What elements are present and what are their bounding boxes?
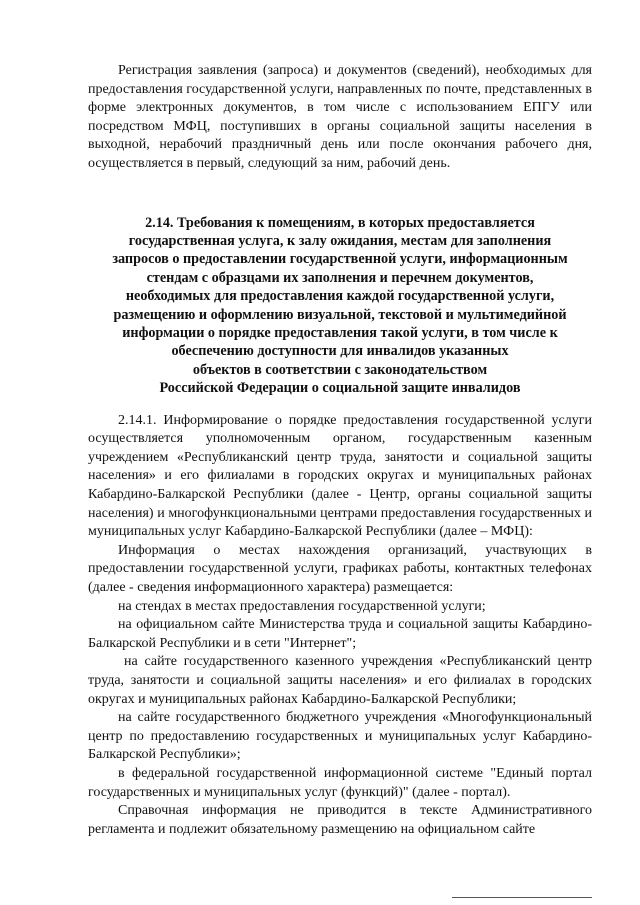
intro-paragraph: Регистрация заявления (запроса) и документов (сведений), необходимых для предоставления государственной услуги, направленных по почте, представленных в форме электронных документов, в том числе с использованием ЕПГУ или посредством МФЦ, поступивших в органы социальной защиты населения в выходной, нерабочий праздничный день или после окончания рабочего дня, осуществляется в первый, следующий за ним, рабочий день.	[88, 63, 592, 171]
section-heading	[88, 214, 592, 398]
section-heading-line: информации о порядке предоставления такой услуги, в том числе к	[122, 325, 558, 341]
section-heading-line: размещению и оформлению визуальной, текстовой и мультимедийной	[113, 306, 567, 323]
paragraph-stands: на стендах в местах предоставления государственной услуги;	[118, 598, 486, 614]
footer-divider	[452, 897, 592, 898]
paragraph-center-site: на сайте государственного казенного учреждения «Республиканский центр труда, занятости и социальной защиты населения» и его филиалах в городских округах и муниципальных районах Кабардино-Балкарской Республики;	[88, 654, 592, 707]
paragraph-reference-info: Справочная информация не приводится в тексте Административного регламента и подлежит обязательному размещению на официальном сайте	[88, 803, 592, 837]
document-page	[88, 62, 592, 839]
section-heading-line: государственная услуга, к залу ожидания, местам для заполнения	[128, 232, 552, 249]
section-heading-line: необходимых для предоставления каждой государственной услуги,	[125, 288, 555, 305]
paragraph-ministry-site: на официальном сайте Министерства труда и социальной защиты Кабардино-Балкарской Республики и в сети "Интернет";	[88, 617, 592, 651]
paragraph-portal: в федеральной государственной информационной системе "Единый портал государственных и муниципальных услуг (функций)" (далее - портал).	[88, 765, 592, 800]
section-heading-line: Российской Федерации о социальной защите инвалидов	[159, 380, 521, 397]
section-heading-line: запросов о предоставлении государственной услуги, информационным	[112, 251, 568, 268]
section-heading-line: 2.14. Требования к помещениям, в которых предоставляется	[145, 214, 535, 231]
section-heading-line: объектов в соответствии с законодательством	[192, 361, 488, 378]
paragraph-info-locations: Информация о местах нахождения организаций, участвующих в предоставлении государственной услуги, графиках работы, контактных телефонах (далее - сведения информационного характера) размещается:	[88, 542, 592, 595]
paragraph-2-14-1: 2.14.1. Информирование о порядке предоставления государственной услуги осуществляется уполномоченным органом, государственным казенным учреждением «Республиканский центр труда, занятости и социальной защиты населения» и его филиалами в городских округах и муниципальных районах Кабардино-Балкарской Республики (далее - Центр, органы социальной защиты населения) и многофункциональными центрами предоставления государственных и муниципальных услуг Кабардино-Балкарской Республики (далее – МФЦ):	[88, 412, 592, 540]
section-heading-line: стендам с образцами их заполнения и перечнем документов,	[146, 269, 534, 286]
section-heading-line: обеспечению доступности для инвалидов указанных	[171, 343, 509, 360]
paragraph-mfc-site: на сайте государственного бюджетного учреждения «Многофункциональный центр по предоставлению государственных и муниципальных услуг Кабардино-Балкарской Республики»;	[88, 710, 592, 763]
